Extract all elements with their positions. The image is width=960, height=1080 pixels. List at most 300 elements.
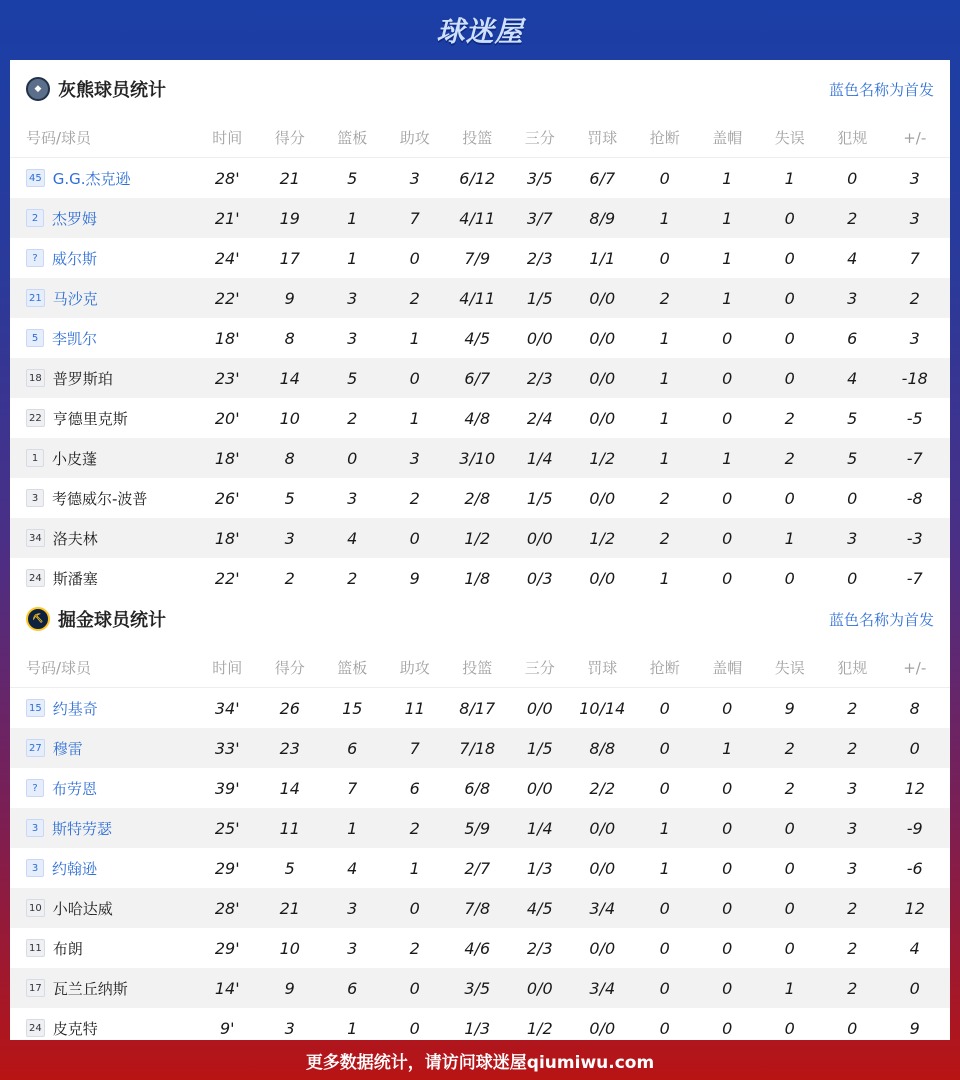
stat-cell: 0 [659,698,670,718]
stat-cell: 1 [659,208,670,228]
stat-cell: 0/0 [589,408,616,428]
player-row [10,198,950,238]
stat-cell: 0 [784,248,795,268]
stat-cell: 34' [214,698,240,718]
player-cell [10,568,196,589]
player-row [10,848,950,888]
player-name[interactable]: 穆雷 [52,739,83,758]
column-header[interactable]: 时间 [212,659,243,677]
stat-cell: 0 [659,938,670,958]
stat-cell: 0/3 [526,568,553,588]
player-cell [10,778,196,799]
column-header[interactable]: 盖帽 [712,659,743,677]
stat-cell: 3 [347,328,358,348]
stat-cell: 0 [659,248,670,268]
stat-cell: 0/0 [589,368,616,388]
stat-cell: 0 [409,248,420,268]
stat-cell: 3 [409,448,420,468]
player-row [10,768,950,808]
stat-cell: 1/5 [526,488,553,508]
player-cell [10,898,196,919]
stat-cell: 12 [904,898,925,918]
player-row [10,808,950,848]
jersey-number: ? [26,779,44,797]
stat-cell: 0 [659,738,670,758]
column-header[interactable]: 得分 [274,129,305,147]
player-row [10,728,950,768]
stat-cell: 0/0 [589,488,616,508]
nuggets-logo-icon: ⛏ [26,607,50,631]
stat-cell: 4/6 [464,938,491,958]
stat-cell: 0/0 [589,938,616,958]
player-row [10,888,950,928]
stat-cell: 3 [847,778,858,798]
stat-cell: 0/0 [589,1018,616,1038]
stat-cell: 1 [659,328,670,348]
player-cell [10,408,196,429]
stat-cell: 9 [284,288,295,308]
player-cell [10,168,196,189]
stat-cell: 0 [409,528,420,548]
stat-cell: 28' [214,898,240,918]
column-header[interactable]: 犯规 [837,129,868,147]
stat-cell: 1 [659,818,670,838]
stat-cell: 8 [284,448,295,468]
column-header[interactable]: +/- [903,658,927,677]
stat-cell: 2/8 [464,488,491,508]
stat-cell: 11 [404,698,425,718]
column-header[interactable]: 三分 [524,659,555,677]
stat-cell: 1 [784,528,795,548]
stat-cell: 5 [847,448,858,468]
stat-cell: 3 [847,818,858,838]
player-cell [10,208,196,229]
stat-cell: 7/9 [464,248,491,268]
jersey-number: 5 [26,329,44,347]
stat-cell: 0/0 [526,698,553,718]
stat-cell: 1/2 [589,528,616,548]
player-name[interactable]: 亨德里克斯 [52,409,128,428]
stat-cell: 21 [279,168,300,188]
stat-cell: 1 [659,568,670,588]
jersey-number: 1 [26,449,44,467]
starter-legend-note: 蓝色名称为首发 [828,80,934,99]
stat-cell: 3 [284,1018,295,1038]
column-header[interactable]: 助攻 [399,129,430,147]
player-name[interactable]: 斯潘塞 [52,569,98,588]
stat-cell: 4/5 [526,898,553,918]
stat-cell: 2 [847,978,858,998]
stat-cell: 10 [279,938,300,958]
player-cell [10,1018,196,1039]
stat-cell: 2 [847,938,858,958]
player-cell [10,938,196,959]
stat-cell: 2/3 [526,368,553,388]
stat-cell: 2 [784,738,795,758]
stat-cell: 5 [847,408,858,428]
player-cell [10,698,196,719]
stat-cell: 1 [409,408,420,428]
stat-cell: 0 [784,488,795,508]
stat-cell: 1 [659,368,670,388]
stat-cell: 23 [279,738,300,758]
column-header[interactable]: 三分 [524,129,555,147]
jersey-number: 11 [26,939,45,957]
jersey-number: 10 [26,899,45,917]
stat-cell: 5/9 [464,818,491,838]
stat-cell: 3 [909,328,920,348]
player-row [10,398,950,438]
column-header[interactable]: 犯规 [837,659,868,677]
jersey-number: ? [26,249,44,267]
stat-cell: 18' [214,528,240,548]
column-header[interactable]: 罚球 [587,659,618,677]
player-name[interactable]: 普罗斯珀 [52,369,113,388]
player-cell [10,368,196,389]
stat-cell: 0 [659,1018,670,1038]
stat-cell: 0 [784,898,795,918]
stat-cell: 8/17 [459,698,496,718]
stat-cell: 8/8 [589,738,616,758]
stat-cell: 0 [784,208,795,228]
stat-cell: 0 [722,978,733,998]
stat-cell: 0/0 [526,528,553,548]
column-header[interactable]: 助攻 [399,659,430,677]
stat-cell: 4 [909,938,920,958]
stat-cell: 0/0 [589,818,616,838]
stat-cell: 1 [347,248,358,268]
stat-cell: 6 [347,738,358,758]
stat-cell: -18 [901,368,928,388]
stat-cell: 29' [214,858,240,878]
stat-cell: 0 [784,1018,795,1038]
player-name[interactable]: 洛夫林 [52,529,98,548]
stat-cell: 3 [347,488,358,508]
jersey-number: 22 [26,409,45,427]
grizzlies-section [10,60,950,598]
stat-cell: 4/5 [464,328,491,348]
stat-cell: 7/18 [459,738,496,758]
stat-cell: 0 [659,168,670,188]
stat-cell: 7 [409,208,420,228]
stat-cell: 2 [659,488,670,508]
column-header[interactable]: 篮板 [337,659,368,677]
player-cell [10,738,196,759]
stat-cell: 5 [347,368,358,388]
stat-cell: 1/5 [526,738,553,758]
stat-cell: -8 [906,488,923,508]
stat-cell: 22' [214,568,240,588]
player-name[interactable]: 布劳恩 [52,779,98,798]
stat-cell: 1/4 [526,818,553,838]
stat-cell: 1/4 [526,448,553,468]
stat-cell: 2 [847,208,858,228]
stat-cell: 0 [847,488,858,508]
stat-cell: 6/7 [589,168,616,188]
column-header[interactable]: 投篮 [462,659,493,677]
player-cell [10,288,196,309]
stat-cell: 1 [722,448,733,468]
player-row [10,518,950,558]
stat-cell: 0 [722,568,733,588]
column-header[interactable]: 投篮 [462,129,493,147]
stat-cell: 18' [214,328,240,348]
stat-cell: 0/0 [526,328,553,348]
footer-text: 更多数据统计，请访问球迷屋qiumiwu.com [305,1052,655,1073]
stat-cell: 33' [214,738,240,758]
stat-cell: 2 [347,408,358,428]
stat-cell: 11 [279,818,300,838]
stat-cell: 21 [279,898,300,918]
jersey-number: 15 [26,699,45,717]
column-header[interactable]: 号码/球员 [26,129,92,147]
stat-cell: 6 [847,328,858,348]
stat-cell: 3 [909,168,920,188]
stat-cell: 9 [784,698,795,718]
stat-cell: 3/7 [526,208,553,228]
player-name[interactable]: 斯特劳瑟 [52,819,113,838]
stat-cell: 0 [784,368,795,388]
stat-cell: 1 [659,448,670,468]
player-cell [10,328,196,349]
team-stats-title: 灰熊球员统计 [58,80,166,101]
column-header[interactable]: 失误 [774,659,805,677]
stat-cell: 25' [214,818,240,838]
stat-cell: 15 [342,698,363,718]
player-cell [10,818,196,839]
stat-cell: 0/0 [526,778,553,798]
stat-cell: 18' [214,448,240,468]
player-row [10,478,950,518]
stat-cell: 0 [659,778,670,798]
jersey-number: 27 [26,739,45,757]
stat-cell: 6 [409,778,420,798]
stat-cell: 4/11 [459,208,496,228]
player-name[interactable]: G.G.杰克逊 [52,169,131,188]
player-name[interactable]: 约基奇 [52,699,98,718]
stat-cell: 0 [784,568,795,588]
stat-cell: 1/1 [589,248,616,268]
column-header[interactable]: 罚球 [587,129,618,147]
column-header[interactable]: 时间 [212,129,243,147]
stat-cell: 0/0 [589,288,616,308]
player-name[interactable]: 威尔斯 [52,249,98,268]
player-row [10,158,950,198]
stat-cell: 0 [847,1018,858,1038]
player-cell [10,488,196,509]
stat-cell: 5 [284,488,295,508]
stat-cell: 6/12 [459,168,496,188]
stat-cell: 7 [409,738,420,758]
player-name[interactable]: 小哈达威 [52,899,113,918]
stat-cell: 14 [279,778,300,798]
stat-cell: 6/7 [464,368,491,388]
stat-cell: 3 [347,288,358,308]
column-header[interactable]: 抢断 [649,129,680,147]
stat-cell: 3 [409,168,420,188]
footer-banner[interactable] [0,1040,960,1080]
stat-cell: 10 [279,408,300,428]
stat-cell: 2/4 [526,408,553,428]
stats-panel [10,60,950,1040]
stat-cell: 0 [909,978,920,998]
player-row [10,238,950,278]
stat-cell: -7 [906,568,923,588]
stat-cell: 0 [409,898,420,918]
stat-cell: 29' [214,938,240,958]
player-cell [10,528,196,549]
column-header[interactable]: +/- [903,128,927,147]
stat-cell: 0 [722,858,733,878]
stat-cell: 2 [409,488,420,508]
stat-cell: 2 [409,938,420,958]
stat-cell: 4 [847,248,858,268]
stat-cell: -5 [906,408,923,428]
starter-legend-note: 蓝色名称为首发 [828,610,934,629]
site-logo[interactable]: 球迷屋 [436,15,524,48]
stat-cell: 26 [279,698,300,718]
player-row [10,688,950,728]
stat-cell: 3 [347,938,358,958]
stat-cell: 0 [722,368,733,388]
column-header[interactable]: 篮板 [337,129,368,147]
table-header-row [10,118,950,158]
stat-cell: 0/0 [589,858,616,878]
stat-cell: 1/8 [464,568,491,588]
stat-cell: 1 [347,818,358,838]
stat-cell: 0 [722,528,733,548]
stat-cell: 3 [847,528,858,548]
stat-cell: 1 [784,168,795,188]
jersey-number: 3 [26,819,44,837]
player-name[interactable]: 小皮蓬 [52,449,98,468]
player-cell [10,448,196,469]
stat-cell: 2 [847,738,858,758]
stat-cell: 0/0 [589,568,616,588]
jersey-number: 3 [26,859,44,877]
stat-cell: 0 [659,978,670,998]
stat-cell: 0 [784,818,795,838]
stat-cell: 3/4 [589,978,616,998]
grizzlies-logo-icon: ◆ [26,77,50,101]
stat-cell: 0 [909,738,920,758]
column-header[interactable]: 号码/球员 [26,659,92,677]
player-name[interactable]: 杰罗姆 [52,209,98,228]
column-header[interactable]: 得分 [274,659,305,677]
player-cell [10,248,196,269]
stat-cell: 14' [214,978,240,998]
stat-cell: 7/8 [464,898,491,918]
jersey-number: 24 [26,569,45,587]
stat-cell: 1 [347,208,358,228]
stat-cell: 39' [214,778,240,798]
stat-cell: 2 [784,448,795,468]
stat-cell: 0 [722,1018,733,1038]
team-stats-title: 掘金球员统计 [58,610,166,631]
player-row [10,278,950,318]
stat-cell: 2 [909,288,920,308]
stat-cell: 3/5 [526,168,553,188]
stat-cell: 4 [847,368,858,388]
jersey-number: 17 [26,979,45,997]
stat-cell: 0 [409,1018,420,1038]
player-name[interactable]: 瓦兰丘纳斯 [52,979,128,998]
stat-cell: 5 [284,858,295,878]
stat-cell: 0 [347,448,358,468]
stat-cell: 20' [214,408,240,428]
stat-cell: 12 [904,778,925,798]
stat-cell: 17 [279,248,300,268]
section-title [26,76,166,102]
stat-cell: 26' [214,488,240,508]
stat-cell: 1/2 [526,1018,553,1038]
player-name[interactable]: 布朗 [52,939,83,958]
player-row [10,358,950,398]
stat-cell: 1 [784,978,795,998]
column-header[interactable]: 失误 [774,129,805,147]
stat-cell: 8/9 [589,208,616,228]
stat-cell: 2 [784,408,795,428]
player-cell [10,858,196,879]
stat-cell: 1 [722,208,733,228]
column-header[interactable]: 盖帽 [712,129,743,147]
stat-cell: 9 [909,1018,920,1038]
stat-cell: 3/10 [459,448,496,468]
jersey-number: 2 [26,209,44,227]
jersey-number: 18 [26,369,45,387]
top-bar [0,0,960,60]
column-header[interactable]: 抢断 [649,659,680,677]
stat-cell: 0 [409,978,420,998]
stat-cell: 1/3 [526,858,553,878]
stat-cell: 2/3 [526,938,553,958]
stat-cell: 0/0 [526,978,553,998]
nuggets-section [10,590,950,1048]
player-name[interactable]: 马沙克 [52,289,98,308]
player-name[interactable]: 李凯尔 [52,329,98,348]
player-row [10,928,950,968]
stat-cell: 0 [722,328,733,348]
stat-cell: 1/5 [526,288,553,308]
stat-cell: 22' [214,288,240,308]
stat-cell: 0 [659,898,670,918]
stat-cell: 3 [847,858,858,878]
stat-cell: 2 [847,698,858,718]
stat-cell: 0 [784,938,795,958]
player-name[interactable]: 约翰逊 [52,859,98,878]
stat-cell: 0 [722,938,733,958]
stat-cell: 24' [214,248,240,268]
stat-cell: 28' [214,168,240,188]
stat-cell: 9 [409,568,420,588]
stat-cell: 4 [347,528,358,548]
stat-cell: 2 [659,528,670,548]
stat-cell: 0/0 [589,328,616,348]
stat-cell: 8 [909,698,920,718]
stat-cell: 9 [284,978,295,998]
stat-cell: 0 [722,778,733,798]
stat-cell: 1 [659,858,670,878]
player-name[interactable]: 考德威尔-波普 [52,489,148,508]
table-header-row [10,648,950,688]
stat-cell: -6 [906,858,923,878]
stat-cell: 2/2 [589,778,616,798]
player-name[interactable]: 皮克特 [52,1019,98,1038]
stat-cell: 1 [409,858,420,878]
stat-cell: 0 [784,858,795,878]
section-header [10,60,950,118]
stat-cell: 1 [722,168,733,188]
